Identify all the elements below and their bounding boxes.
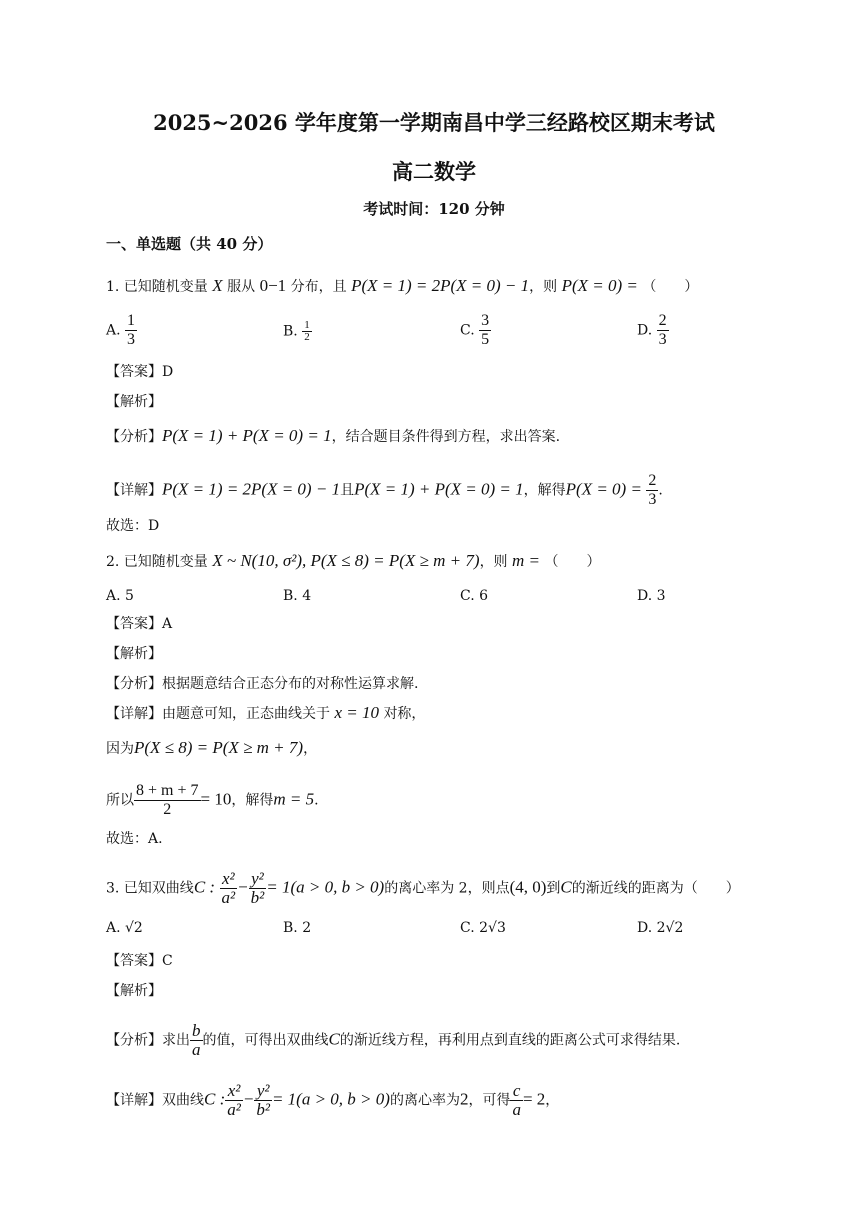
q3-xj-y-den: b²: [256, 1100, 270, 1119]
q1-b-den: 2: [304, 331, 310, 343]
q3-y-den: b²: [250, 888, 265, 907]
q1-xj-math1: P(X = 1) = 2P(X = 0) − 1: [162, 479, 341, 499]
q1-d-label: D.: [637, 322, 653, 339]
q1-paren: （ ）: [642, 279, 699, 295]
q3-fenxi-pre: 求出: [162, 1032, 190, 1049]
q1-c-den: 5: [481, 331, 490, 348]
q1-mid1: 服从: [227, 279, 256, 295]
q3-fenxi-den: a: [192, 1040, 201, 1059]
q2-so-end: .: [314, 792, 319, 809]
q3-fenxi-c: C: [328, 1029, 340, 1049]
q1-a-den: 3: [127, 331, 136, 348]
q1-xj-and: 且: [340, 482, 355, 499]
q1-answer: 【答案】D: [106, 364, 174, 380]
q1-c-num: 3: [481, 312, 490, 329]
q2-xj-text1: 由题意可知，正态曲线关于: [162, 706, 330, 722]
q1-xj-text: ，解得: [523, 482, 566, 499]
q1-d-den: 3: [658, 331, 667, 348]
q2-so-eq: = 10: [200, 789, 232, 809]
q3-eq-cond: = 1(a > 0, b > 0): [266, 877, 385, 897]
q3-xj-tag: 【详解】: [106, 1092, 162, 1109]
q2-fenxi-tag: 【分析】: [106, 676, 162, 692]
q1-d-num: 2: [658, 312, 667, 329]
q3-xj-y-num: y²: [254, 1082, 272, 1101]
q3-xj-c-num: c: [510, 1082, 523, 1101]
q2-math: X ~ N(10, σ²), P(X ≤ 8) = P(X ≥ m + 7): [212, 551, 480, 570]
q2-answer: 【答案】A: [106, 616, 173, 632]
q2-option-a: A. 5: [106, 588, 134, 604]
q3-xj-eq: = 1(a > 0, b > 0): [271, 1089, 390, 1109]
q1-c-label: C.: [460, 322, 475, 339]
q1-xj-math2: P(X = 1) + P(X = 0) = 1: [354, 479, 524, 499]
subject-title: 高二数学: [392, 159, 476, 184]
q2-prefix: 2. 已知随机变量: [106, 554, 208, 570]
q3-xiangjie: [106, 1082, 559, 1119]
q2-so: [106, 782, 319, 819]
q3-xj-two: 2: [459, 1089, 469, 1109]
q3-x-den: a²: [221, 888, 236, 907]
q2-ask: m =: [512, 551, 541, 570]
q2-so-res: m = 5: [273, 789, 315, 809]
q3-mid1: 的离心率为 2，则点: [384, 880, 510, 897]
q3-xj-res: = 2: [522, 1089, 546, 1109]
q3-y-num: y²: [249, 870, 267, 889]
q3-y-frac: [249, 870, 267, 907]
q2-xj-tag: 【详解】: [106, 706, 162, 722]
q1-b-num: 1: [304, 319, 310, 331]
q1-cond: P(X = 1) = 2P(X = 0) − 1: [351, 276, 530, 295]
q1-mid3: ，则: [529, 279, 558, 295]
q2-so-text: ，解得: [231, 792, 274, 809]
q1-b-label: B.: [283, 323, 298, 340]
q1-d-frac: [657, 312, 669, 349]
q2-because-math: P(X ≤ 8) = P(X ≥ m + 7): [134, 738, 304, 757]
q3-prefix: 3. 已知双曲线: [106, 880, 194, 897]
q1-dist: 0−1: [259, 276, 287, 295]
q1-xj-tag: 【详解】: [106, 482, 162, 499]
q3-xj-ca-frac: [510, 1082, 523, 1119]
q3-option-b: B. 2: [283, 920, 312, 936]
q3-xj-text: 的离心率为: [389, 1092, 460, 1109]
q3-xj-end: ，: [545, 1092, 560, 1109]
q3-x-num: x²: [220, 870, 238, 889]
q3-xj-x-frac: [225, 1082, 243, 1119]
q3-minus: −: [237, 877, 249, 897]
q3-xj-curve: C :: [204, 1089, 226, 1109]
q3-fenxi-num: b: [192, 1021, 201, 1040]
q1-fenxi-math: P(X = 1) + P(X = 0) = 1: [162, 426, 332, 445]
q2-fenxi: [106, 674, 418, 694]
q1-option-a: [106, 312, 137, 349]
question-1: [106, 276, 698, 297]
q2-paren: （ ）: [544, 554, 601, 570]
q1-option-c: [460, 312, 491, 349]
q2-because-word: 因为: [106, 741, 134, 757]
q2-so-num: 8 + m + 7: [136, 782, 199, 799]
question-3: [106, 870, 740, 907]
q1-fenxi-text: ，结合题目条件得到方程，求出答案.: [331, 429, 561, 445]
q3-option-d: D. 2√2: [637, 920, 684, 936]
q2-because: [106, 738, 317, 759]
q1-fenxi-tag: 【分析】: [106, 429, 162, 445]
q3-mid3: 的渐近线的距离为（ ）: [571, 880, 740, 897]
q3-point: (4, 0): [509, 877, 547, 897]
q3-xj-a-den: a: [512, 1100, 521, 1119]
q1-prefix: 1. 已知随机变量: [106, 279, 208, 295]
q2-analysis-label: 【解析】: [106, 646, 162, 662]
q2-choice: 故选：A.: [106, 831, 163, 847]
q2-option-c: C. 6: [460, 588, 489, 604]
q3-xj-pre: 双曲线: [162, 1092, 204, 1109]
q3-fenxi-text2: 的渐近线方程，再利用点到直线的距离公式可求得结果.: [339, 1032, 681, 1049]
q1-choice: 故选：D: [106, 518, 160, 534]
q1-a-label: A.: [106, 322, 121, 339]
q3-curve2: C: [560, 877, 572, 897]
q1-xj-math3: P(X = 0) =: [565, 479, 642, 499]
q1-fenxi: [106, 426, 560, 447]
q3-fenxi-text1: 的值，可得出双曲线: [202, 1032, 329, 1049]
q2-so-word: 所以: [106, 792, 134, 809]
q1-option-d: [637, 312, 669, 349]
q1-a-frac: [125, 312, 137, 349]
q1-xj-num: 2: [648, 472, 657, 489]
q1-var: X: [212, 276, 223, 295]
q3-xj-text2: ，可得: [468, 1092, 511, 1109]
q1-mid2: 分布，且: [290, 279, 347, 295]
q3-answer: 【答案】C: [106, 953, 173, 969]
q1-a-num: 1: [127, 312, 136, 329]
q1-analysis-label: 【解析】: [106, 394, 162, 410]
q1-option-b: [283, 320, 312, 343]
exam-title: 2025~2026 学年度第一学期南昌中学三经路校区期末考试: [153, 110, 715, 135]
q1-c-frac: [479, 312, 491, 349]
q3-analysis-label: 【解析】: [106, 983, 162, 999]
q1-ask: P(X = 0) =: [561, 276, 638, 295]
q1-xiangjie: 【详解】P(X = 1) = 2P(X = 0) − 1且P(X = 1) + P(X = 0) = 1，解得P(X = 0) = $\frac{2}{3}$ .: [106, 472, 663, 508]
q2-so-den: 2: [163, 801, 172, 818]
q3-xj-y-frac: [254, 1082, 272, 1119]
q2-mid: ，则: [479, 554, 508, 570]
q3-fenxi: [106, 1022, 680, 1059]
q3-option-c: C. 2√3: [460, 920, 506, 936]
q2-so-frac: [134, 782, 201, 819]
section-heading: 一、单选题（共 40 分）: [106, 235, 273, 253]
q2-option-b: B. 4: [283, 588, 312, 604]
q3-fenxi-tag: 【分析】: [106, 1032, 162, 1049]
question-2: [106, 551, 600, 572]
q2-option-d: D. 3: [637, 588, 666, 604]
q2-fenxi-text: 根据题意结合正态分布的对称性运算求解.: [162, 676, 419, 692]
q3-mid2: 到: [546, 880, 561, 897]
q2-xiangjie: [106, 703, 425, 724]
q3-xj-minus: −: [242, 1089, 255, 1109]
q3-fenxi-frac: [190, 1022, 203, 1059]
q3-option-a: A. √2: [106, 920, 143, 936]
q2-xj-math1: x = 10: [334, 703, 379, 722]
q3-curve: C :: [193, 877, 216, 897]
q3-xj-x-num: x²: [225, 1082, 243, 1101]
q3-xj-x-den: a²: [227, 1100, 241, 1119]
q1-xj-frac: [646, 472, 658, 509]
q1-xj-den: 3: [648, 491, 657, 508]
q1-b-frac: [302, 320, 312, 343]
q2-because-end: ，: [303, 741, 318, 757]
q2-xj-text2: 对称，: [383, 706, 426, 722]
q3-x-frac: [220, 870, 238, 907]
exam-time: 考试时间：120 分钟: [363, 200, 505, 218]
